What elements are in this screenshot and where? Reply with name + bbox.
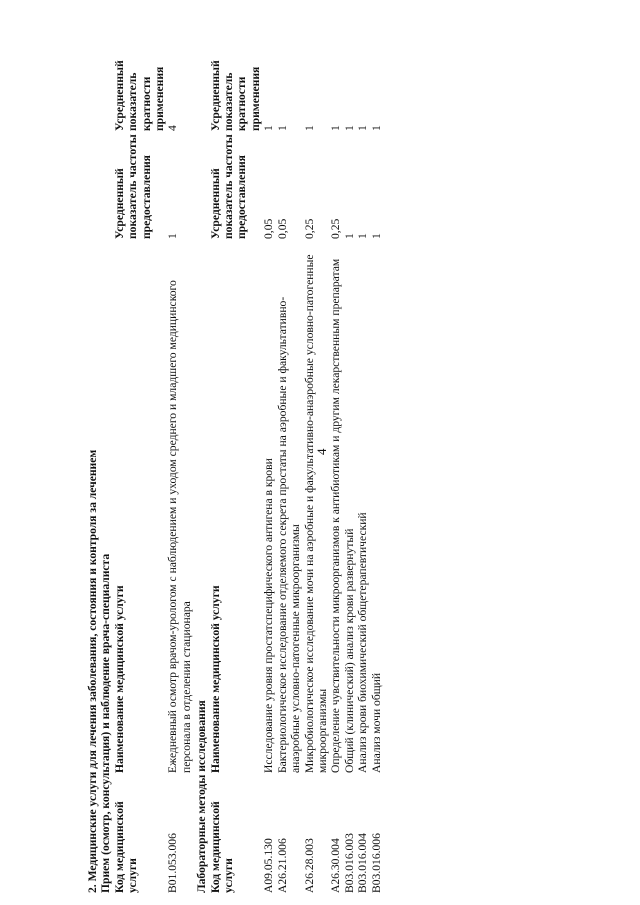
page-number: 4 bbox=[314, 448, 329, 455]
service-frequency: 0,25 bbox=[302, 218, 316, 239]
consultation-header-row bbox=[113, 23, 167, 893]
service-name: Ежедневный осмотр врачом-урологом с наблюдением и уходом среднего и младшего медицинского персонала в отделении стационара bbox=[166, 280, 193, 773]
service-multiplicity: 4 bbox=[166, 125, 180, 131]
consultation-block bbox=[99, 23, 193, 893]
service-multiplicity: 1 bbox=[356, 125, 370, 131]
laboratory-title: Лабораторные методы исследования bbox=[195, 700, 209, 893]
service-name: Анализ мочи общий bbox=[369, 672, 383, 773]
service-frequency: 1 bbox=[369, 233, 383, 239]
consultation-title: Прием (осмотр, консультация) и наблюдение врача-специалиста bbox=[99, 553, 113, 893]
laboratory-header-row bbox=[209, 23, 263, 893]
header-code: Код медицинской услуги bbox=[112, 801, 140, 893]
service-frequency: 1 bbox=[342, 233, 356, 239]
table-row bbox=[303, 23, 330, 893]
laboratory-table bbox=[209, 23, 383, 893]
service-code: B03.016.006 bbox=[369, 833, 383, 893]
table-row bbox=[356, 23, 369, 893]
service-frequency: 0,25 bbox=[329, 218, 343, 239]
service-name: Микробиологическое исследование мочи на аэробные и факультативно-анаэробные условно-патогенные микроорганизмы bbox=[302, 254, 329, 773]
table-row bbox=[329, 23, 342, 893]
service-multiplicity: 1 bbox=[275, 125, 289, 131]
service-code: A26.21.006 bbox=[275, 838, 289, 893]
consultation-table bbox=[113, 23, 193, 893]
service-name: Исследование уровня простатспецифического антигена в крови bbox=[262, 458, 276, 773]
service-name: Анализ крови биохимический общетерапевтический bbox=[356, 512, 370, 773]
header-frequency: Усредненный показатель частоты предоставления bbox=[208, 134, 249, 239]
header-frequency: Усредненный показатель частоты предоставления bbox=[112, 134, 153, 239]
service-frequency: 0,05 bbox=[262, 218, 276, 239]
laboratory-block bbox=[195, 23, 383, 893]
table-row bbox=[343, 23, 356, 893]
header-multiplicity: Усредненный показатель кратности применения bbox=[208, 60, 262, 131]
service-code: A26.30.004 bbox=[329, 838, 343, 893]
document-sheet bbox=[86, 23, 640, 893]
service-code: A26.28.003 bbox=[302, 838, 316, 893]
header-name: Наименование медицинской услуги bbox=[208, 585, 222, 773]
table-row bbox=[262, 23, 275, 893]
service-multiplicity: 1 bbox=[369, 125, 383, 131]
service-name: Определение чувствительности микроорганизмов к антибиотикам и другим лекарственным препаратам bbox=[329, 258, 343, 773]
service-name: Бактериологическое исследование отделяемого секрета простаты на аэробные и факультативно-анаэробные условно-патогенные микроорганизмы bbox=[275, 296, 303, 773]
service-frequency: 1 bbox=[166, 233, 180, 239]
header-multiplicity: Усредненный показатель кратности применения bbox=[112, 60, 167, 131]
header-code: Код медицинской услуги bbox=[208, 801, 236, 893]
service-multiplicity: 1 bbox=[302, 125, 316, 131]
service-multiplicity: 1 bbox=[262, 125, 276, 131]
service-code: B03.016.004 bbox=[356, 833, 370, 893]
service-frequency: 1 bbox=[356, 233, 370, 239]
service-code: A09.05.130 bbox=[262, 838, 276, 893]
table-row bbox=[276, 23, 303, 893]
service-code: B03.016.003 bbox=[342, 833, 356, 893]
service-code: B01.053.006 bbox=[166, 833, 180, 893]
table-row bbox=[166, 23, 193, 893]
service-multiplicity: 1 bbox=[329, 125, 343, 131]
header-name: Наименование медицинской услуги bbox=[112, 585, 126, 773]
service-frequency: 0,05 bbox=[275, 218, 289, 239]
table-row bbox=[370, 23, 383, 893]
service-multiplicity: 1 bbox=[342, 125, 356, 131]
service-name: Общий (клинический) анализ крови развернутый bbox=[342, 528, 356, 773]
section-title: 2. Медицинские услуги для лечения заболевания, состояния и контроля за лечением bbox=[86, 449, 99, 893]
